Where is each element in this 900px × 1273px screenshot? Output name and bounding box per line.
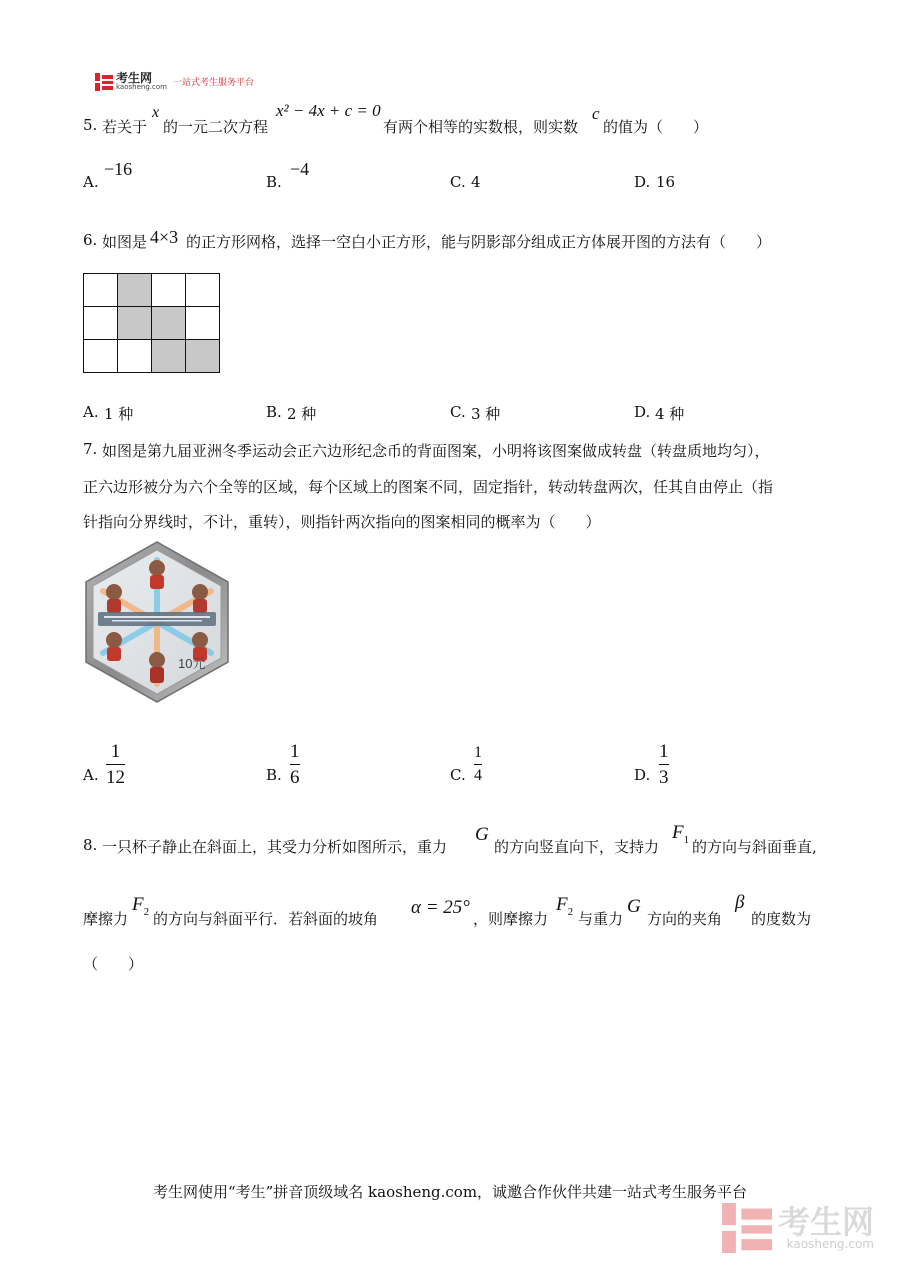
grid-cell-blank <box>84 274 118 307</box>
fraction-numerator: 1 <box>474 744 482 761</box>
q6-number: 6. <box>83 231 98 249</box>
q7-option-d-fraction <box>659 742 669 787</box>
q8-var-G-again: G <box>627 896 641 917</box>
q8-text-7: 与重力 <box>578 910 624 928</box>
grid-cell-blank <box>186 274 220 307</box>
q6-text-1: 如图是 <box>102 233 148 251</box>
q5-option-a-label: A. <box>83 173 99 191</box>
watermark-logo <box>722 1203 874 1253</box>
grid-cell-shaded <box>118 274 152 307</box>
q5-option-b-value: −4 <box>290 159 310 179</box>
grid-cell-shaded <box>118 307 152 340</box>
brand-domain: kaosheng.com <box>116 83 167 91</box>
q8-var-G: G <box>475 824 489 845</box>
q5-option-d-value: 16 <box>656 173 676 191</box>
q7-option-d-label: D. <box>634 766 651 784</box>
q6-option-d-value: 4 种 <box>655 405 685 423</box>
grid-cell-blank <box>84 307 118 340</box>
grid-cell-blank <box>84 340 118 373</box>
fraction-numerator: 1 <box>290 741 300 762</box>
q7-line-3: 针指向分界线时，不计，重转），则指针两次指向的图案相同的概率为（ ） <box>83 513 601 531</box>
q7-option-c-label: C. <box>450 766 466 784</box>
q8-alpha-equation: α = 25° <box>411 897 470 918</box>
q8-var-F2-again: $F_2$ <box>556 894 574 918</box>
q5-text-1: 若关于 <box>102 118 148 136</box>
q5-option-b-label: B. <box>266 173 282 191</box>
q7-option-b-fraction <box>290 742 300 787</box>
header-logo <box>95 72 254 91</box>
q8-text-6: ，则摩擦力 <box>473 910 549 928</box>
q6-option-c-label: C. <box>450 403 466 421</box>
q6-option-a-label: A. <box>83 403 99 421</box>
q7-option-a-fraction <box>106 742 125 787</box>
grid-row <box>84 340 220 373</box>
q5-text-4: 的值为（ ） <box>603 118 709 136</box>
q8-var-F1: $F_1$ <box>672 822 690 846</box>
grid-cell-blank <box>186 307 220 340</box>
q8-text-1: 一只杯子静止在斜面上，其受力分析如图所示，重力 <box>102 838 448 856</box>
watermark-domain: kaosheng.com <box>786 1237 874 1251</box>
kaosheng-logo-icon <box>95 73 113 91</box>
watermark-name: 考生网 <box>777 1203 874 1241</box>
coin-value-text: 10元 <box>178 656 206 671</box>
q5-option-a-value: −16 <box>104 159 133 179</box>
grid-row <box>84 274 220 307</box>
fraction-numerator: 1 <box>110 741 121 762</box>
q5-equation: x² − 4x + c = 0 <box>276 101 381 120</box>
footer-text: 考生网使用“考生”拼音顶级域名 kaosheng.com，诚邀合作伙伴共建一站式考生服务平台 <box>152 1183 748 1201</box>
q5-text-3: 有两个相等的实数根，则实数 <box>383 118 579 136</box>
q8-answer-paren: （ ） <box>83 955 144 973</box>
q6-option-d-label: D. <box>634 403 651 421</box>
fraction-denominator: 6 <box>290 767 300 788</box>
q7-option-c-fraction <box>474 745 482 784</box>
q8-text-2: 的方向竖直向下，支持力 <box>494 838 660 856</box>
q7-line-1: 如图是第九届亚洲冬季运动会正六边形纪念币的背面图案，小明将该图案做成转盘（转盘质地均匀）， <box>102 442 770 460</box>
q8-text-8: 方向的夹角 <box>647 910 723 928</box>
q5-option-c-value: 4 <box>471 173 481 191</box>
q8-text-9: 的度数为 <box>751 910 812 928</box>
fraction-numerator: 1 <box>659 741 669 762</box>
q8-text-4: 摩擦力 <box>83 910 129 928</box>
q6-square-grid <box>83 273 220 373</box>
q6-text-2: 的正方形网格，选择一空白小正方形，能与阴影部分组成正方体展开图的方法有（ ） <box>186 233 772 251</box>
q7-line-2: 正六边形被分为六个全等的区域，每个区域上的图案不同，固定指针，转动转盘两次，任其自由停止（指 <box>83 478 774 496</box>
grid-cell-shaded <box>186 340 220 373</box>
fraction-denominator: 12 <box>106 767 125 788</box>
q6-option-a-value: 1 种 <box>104 405 134 423</box>
fraction-denominator: 4 <box>474 767 482 784</box>
q5-option-d-label: D. <box>634 173 651 191</box>
q8-var-F2: $F_2$ <box>132 894 150 918</box>
q6-grid-size: 4×3 <box>150 227 179 247</box>
q6-option-b-value: 2 种 <box>287 405 317 423</box>
brand-slogan: 一站式考生服务平台 <box>172 78 254 88</box>
q8-text-5: 的方向与斜面平行．若斜面的坡角 <box>153 910 379 928</box>
kaosheng-watermark-icon <box>722 1203 772 1253</box>
q7-number: 7. <box>83 440 98 458</box>
q8-text-3: 的方向与斜面垂直, <box>692 838 817 856</box>
hexagon-coin-image <box>82 540 232 704</box>
q6-option-c-value: 3 种 <box>471 405 501 423</box>
q5-var-x: x <box>152 104 160 121</box>
grid-cell-shaded <box>152 340 186 373</box>
grid-row <box>84 307 220 340</box>
q8-var-beta: β <box>735 892 745 913</box>
brand-name: 考生网 <box>116 71 153 85</box>
q5-option-c-label: C. <box>450 173 466 191</box>
grid-cell-blank <box>152 274 186 307</box>
fraction-denominator: 3 <box>659 767 669 788</box>
q7-option-a-label: A. <box>83 766 99 784</box>
q5-text-2: 的一元二次方程 <box>163 118 269 136</box>
q6-option-b-label: B. <box>266 403 282 421</box>
grid-cell-blank <box>118 340 152 373</box>
q5-number: 5. <box>83 116 98 134</box>
q7-option-b-label: B. <box>266 766 282 784</box>
q5-var-c: c <box>592 104 600 123</box>
q8-number: 8. <box>83 836 98 854</box>
grid-cell-shaded <box>152 307 186 340</box>
